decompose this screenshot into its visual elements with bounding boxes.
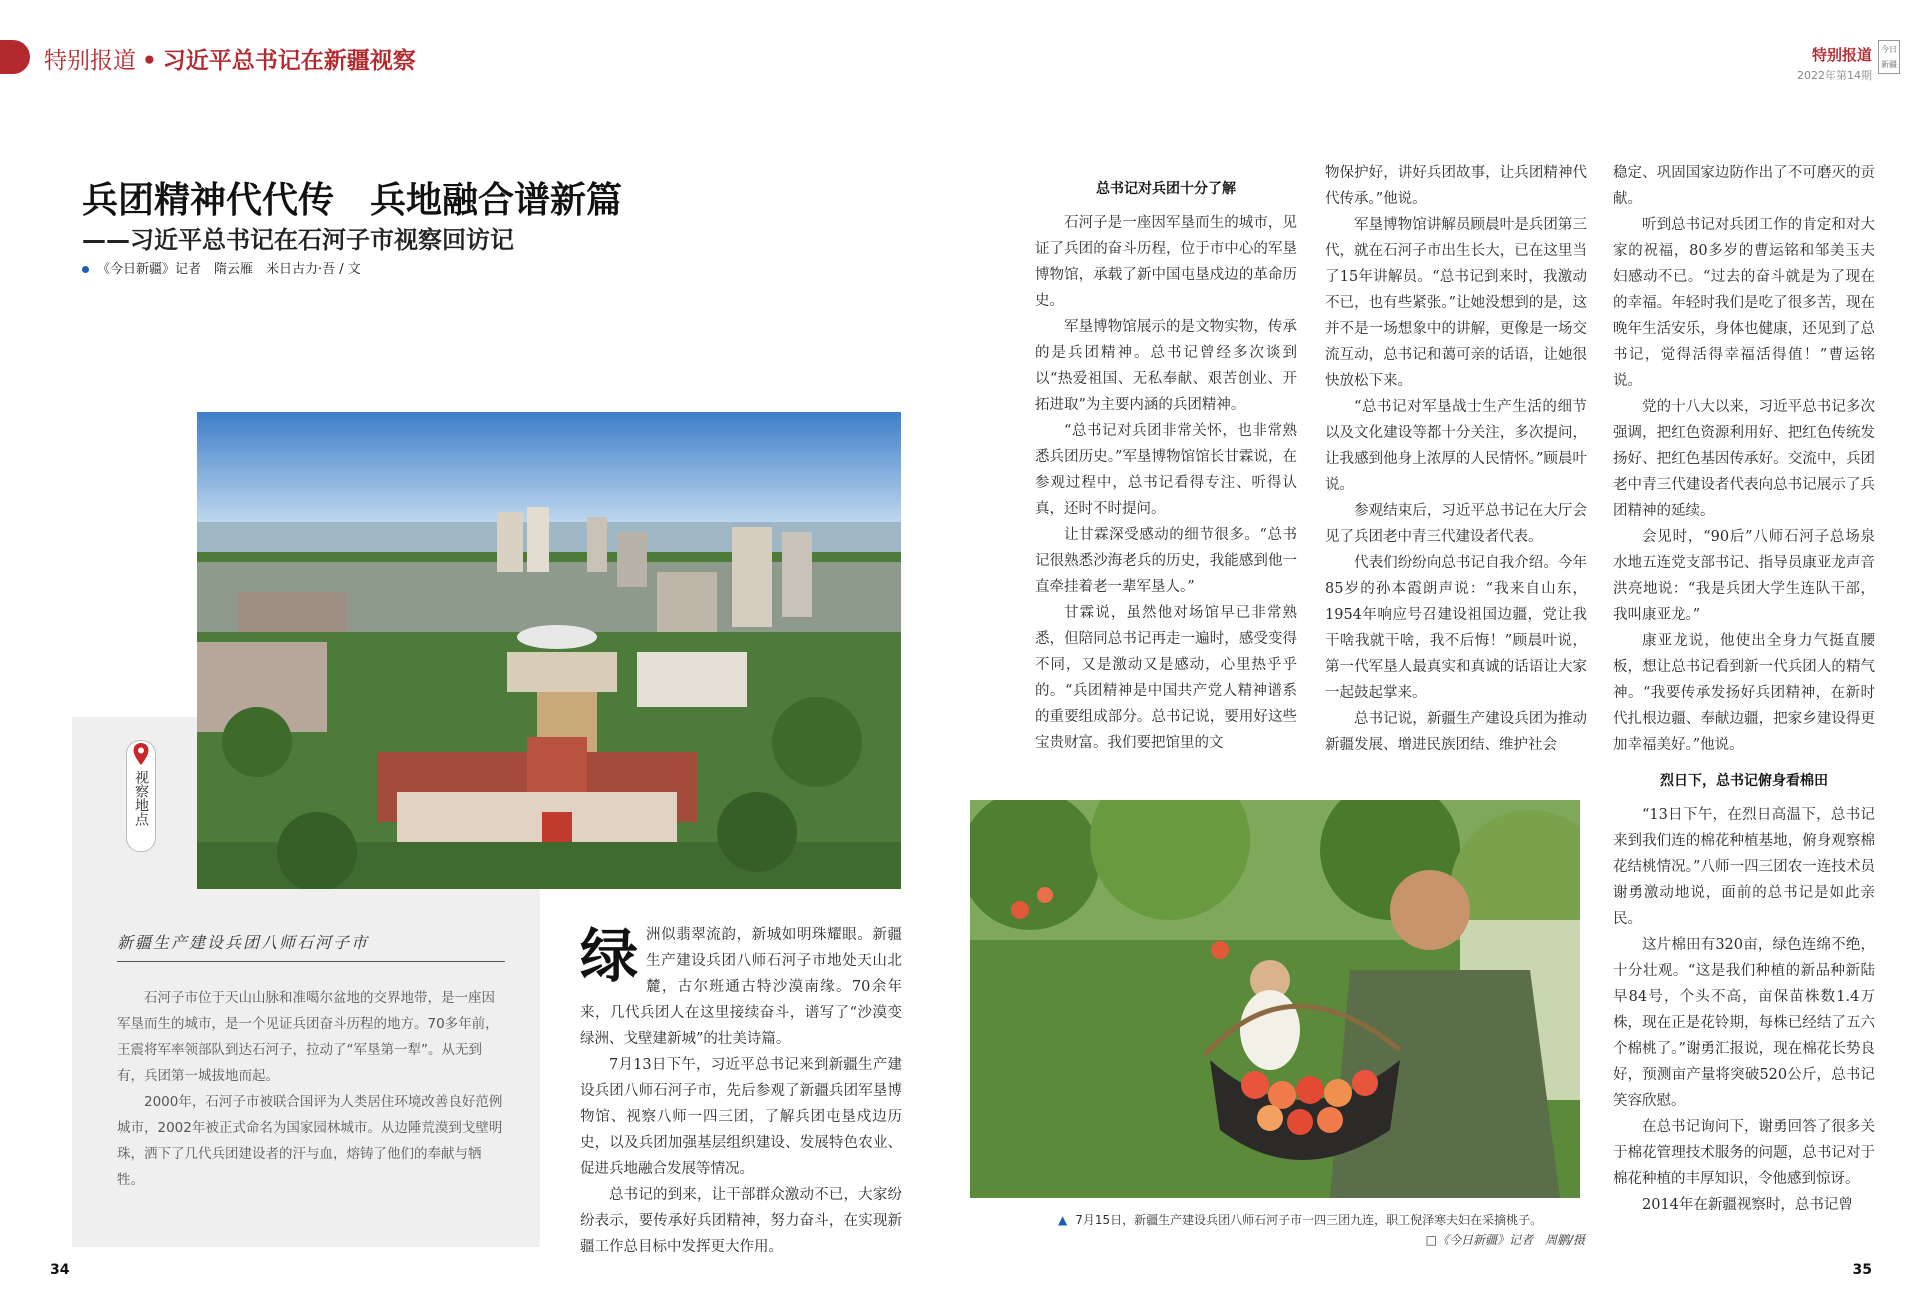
body-paragraph: 参观结束后，习近平总书记在大厅会见了兵团老中青三代建设者代表。 xyxy=(1325,503,1587,545)
header-tab-marker xyxy=(0,40,30,74)
article-column-d xyxy=(1613,160,1875,1218)
section-subhead: 烈日下，总书记俯身看棉田 xyxy=(1660,773,1828,789)
body-paragraph: 代表们纷纷向总书记自我介绍。今年85岁的孙本霞朗声说：“我来自山东，1954年响应号召建设祖国边疆，党让我干啥我就干啥，我不后悔！”顾晨叶说，第一代军垦人最真实和真诚的话语让大家一起鼓起掌来。 xyxy=(1325,555,1587,701)
article-column-a xyxy=(580,922,902,1260)
drop-cap: 绿 xyxy=(580,922,639,990)
header-dot: • xyxy=(142,48,157,74)
sidebar-body xyxy=(117,985,505,1193)
caption-triangle-icon: ▲ xyxy=(1058,1213,1068,1227)
body-paragraph: 甘霖说，虽然他对场馆早已非常熟悉，但陪同总书记再走一遍时，感受变得不同，又是激动又是感动，心里热乎乎的。“兵团精神是中国共产党人精神谱系的重要组成部分。总书记说，要用好这些宝贵财富。我们要把馆里的文 xyxy=(1035,605,1297,751)
peach-harvest-photo xyxy=(970,800,1580,1198)
sidebar-label-text: 视察地点 xyxy=(133,770,149,826)
page-number-left: 34 xyxy=(50,1262,70,1278)
continued-paragraph: 稳定、巩固国家边防作出了不可磨灭的贡献。 xyxy=(1613,165,1875,207)
body-paragraph: 7月13日下午，习近平总书记来到新疆生产建设兵团八师石河子市，先后参观了新疆兵团军垦博物馆、视察八师一四三团，了解兵团屯垦戍边历史，以及兵团加强基层组织建设、发展特色农业、促进兵地融合发展等情况。 xyxy=(580,1057,902,1177)
continued-paragraph: 物保护好，讲好兵团故事，让兵团精神代代传承。”他说。 xyxy=(1325,165,1587,207)
body-paragraph: “总书记对兵团非常关怀，也非常熟悉兵团历史。”军垦博物馆馆长甘霖说，在参观过程中，总书记看得专注、听得认真，还时不时提问。 xyxy=(1035,423,1297,517)
body-paragraph: 总书记的到来，让干部群众激动不已，大家纷纷表示，要传承好兵团精神，努力奋斗，在实现新疆工作总目标中发挥更大作用。 xyxy=(580,1187,902,1255)
article-subtitle: ——习近平总书记在石河子市视察回访记 xyxy=(82,226,514,254)
city-aerial-photo xyxy=(197,412,901,889)
city-aerial-illustration xyxy=(197,412,901,889)
body-paragraph: 让甘霖深受感动的细节很多。“总书记很熟悉沙海老兵的历史，我能感到他一直牵挂着老一辈军垦人。” xyxy=(1035,527,1297,595)
body-paragraph: 军垦博物馆讲解员顾晨叶是兵团第三代，就在石河子市出生长大，已在这里当了15年讲解员。“总书记到来时，我激动不已，也有些紧张。”让她没想到的是，这并不是一场想象中的讲解，更像是一场交流互动，总书记和蔼可亲的话语，让她很快放松下来。 xyxy=(1325,217,1587,389)
article-title: 兵团精神代代传 兵地融合谱新篇 xyxy=(82,180,623,221)
header-left xyxy=(44,42,416,75)
lead-paragraph xyxy=(580,922,902,1052)
body-paragraph: 这片棉田有320亩，绿色连绵不绝，十分壮观。“这是我们种植的新品种新陆早84号，个头不高，亩保苗株数1.4万株，现在正是花铃期，每株已经结了五六个棉桃了。”谢勇汇报说，现在棉花长势良好，预测亩产量将突破520公斤，总书记笑容欣慰。 xyxy=(1613,937,1875,1109)
header-section-left: 特别报道 xyxy=(44,48,136,74)
peach-harvest-illustration xyxy=(970,800,1580,1198)
byline-bullet-icon xyxy=(82,266,89,273)
article-column-b xyxy=(1035,176,1297,756)
body-paragraph: 党的十八大以来，习近平总书记多次强调，把红色资源利用好、把红色传统发扬好、把红色基因传承好。交流中，兵团老中青三代建设者代表向总书记展示了兵团精神的延续。 xyxy=(1613,399,1875,519)
body-paragraph: 康亚龙说，他使出全身力气挺直腰板，想让总书记看到新一代兵团人的精气神。“我要传承发扬好兵团精神，在新时代扎根边疆、奉献边疆，把家乡建设得更加幸福美好。”他说。 xyxy=(1613,633,1875,753)
header-right xyxy=(1797,44,1872,83)
article-column-c xyxy=(1325,160,1587,758)
header-section-right: 特别报道 xyxy=(1811,46,1872,64)
body-paragraph: 会见时，“90后”八师石河子总场泉水地五连党支部书记、指导员康亚龙声音洪亮地说：“我是兵团大学生连队干部，我叫康亚龙。” xyxy=(1613,529,1875,623)
body-paragraph: 石河子是一座因军垦而生的城市，见证了兵团的奋斗历程，位于市中心的军垦博物馆，承载了新中国屯垦戍边的革命历史。 xyxy=(1035,215,1297,309)
magazine-logo: 今日新疆 xyxy=(1878,40,1900,74)
location-pin-icon xyxy=(132,742,150,766)
photo-caption-text: 7月15日，新疆生产建设兵团八师石河子市一四三团九连，职工倪泽寒夫妇在采摘桃子。 xyxy=(1075,1213,1543,1227)
photo-credit: □《今日新疆》记者 周鹏/摄 xyxy=(1425,1233,1585,1247)
byline-text: 《今日新疆》记者 隋云雁 米日古力·吾 / 文 xyxy=(97,262,361,277)
header-title-left: 习近平总书记在新疆视察 xyxy=(162,48,416,74)
article-byline xyxy=(82,258,361,277)
sidebar-paragraph: 2000年，石河子市被联合国评为人类居住环境改善良好范例城市，2002年被正式命名为国家园林城市。从边陲荒漠到戈壁明珠，洒下了几代兵团建设者的汗与血，熔铸了他们的奉献与牺牲。 xyxy=(117,1094,503,1188)
body-paragraph: “13日下午，在烈日高温下，总书记来到我们连的棉花种植基地，俯身观察棉花结桃情况。”八师一四三团农一连技术员谢勇激动地说，面前的总书记是如此亲民。 xyxy=(1613,807,1875,927)
body-paragraph: “总书记对军垦战士生产生活的细节以及文化建设等都十分关注，多次提问，让我感到他身上浓厚的人民情怀。”顾晨叶说。 xyxy=(1325,399,1587,493)
page-number-right: 35 xyxy=(1852,1262,1872,1278)
section-subhead: 总书记对兵团十分了解 xyxy=(1096,181,1236,197)
body-paragraph: 2014年在新疆视察时，总书记曾 xyxy=(1642,1197,1853,1213)
sidebar-paragraph: 石河子市位于天山山脉和准噶尔盆地的交界地带，是一座因军垦而生的城市，是一个见证兵团奋斗历程的地方。70多年前，王震将军率领部队到达石河子，拉动了“军垦第一犁”。从无到有，兵团第一城拔地而起。 xyxy=(117,990,499,1084)
body-paragraph: 听到总书记对兵团工作的肯定和对大家的祝福，80多岁的曹运铭和邹美玉夫妇感动不已。“过去的奋斗就是为了现在的幸福。年轻时我们是吃了很多苦，现在晚年生活安乐，身体也健康，还见到了总书记，觉得活得幸福活得值！”曹运铭说。 xyxy=(1613,217,1875,389)
lead-paragraph-text: 洲似翡翠流韵，新城如明珠耀眼。新疆生产建设兵团八师石河子市地处天山北麓，古尔班通古特沙漠南缘。70余年来，几代兵团人在这里接续奋斗，谱写了“沙漠变绿洲、戈壁建新城”的壮美诗篇。 xyxy=(580,927,902,1047)
body-paragraph: 总书记说，新疆生产建设兵团为推动新疆发展、增进民族团结、维护社会 xyxy=(1325,711,1587,753)
header-issue: 2022年第14期 xyxy=(1797,69,1872,82)
photo-caption xyxy=(1058,1211,1588,1229)
body-paragraph: 军垦博物馆展示的是文物实物，传承的是兵团精神。总书记曾经多次谈到以“热爱祖国、无私奉献、艰苦创业、开拓进取”为主要内涵的兵团精神。 xyxy=(1035,319,1297,413)
sidebar-heading: 新疆生产建设兵团八师石河子市 xyxy=(117,930,505,962)
body-paragraph: 在总书记询问下，谢勇回答了很多关于棉花管理技术服务的问题，总书记对于棉花种植的丰厚知识，令他感到惊讶。 xyxy=(1613,1119,1875,1187)
